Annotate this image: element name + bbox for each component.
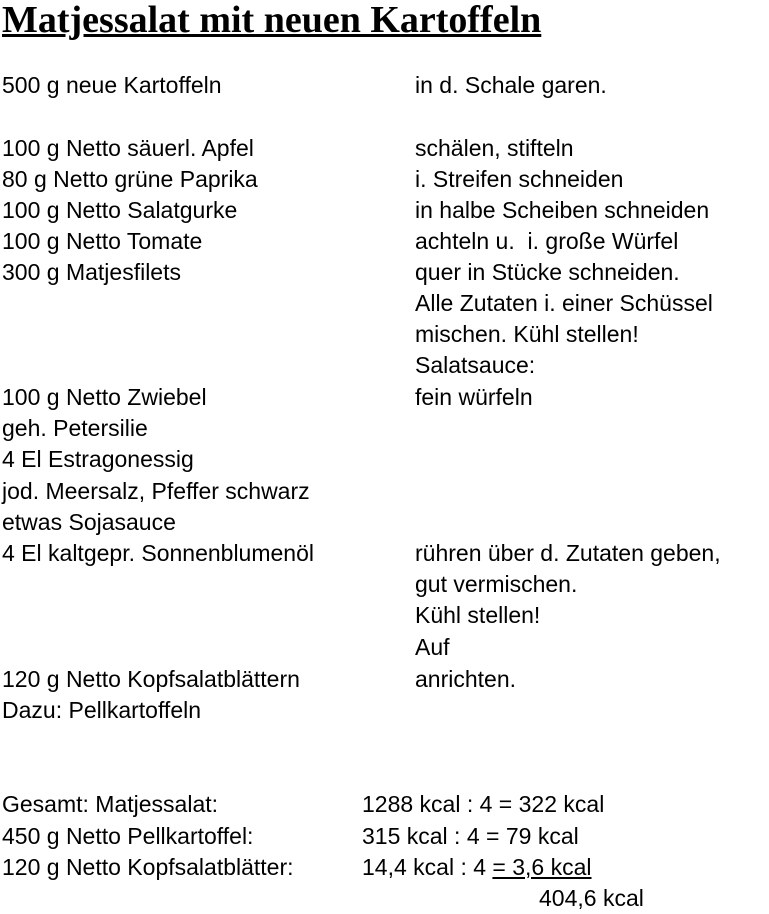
total-line	[0, 821, 769, 852]
instruction: anrichten.	[415, 666, 517, 692]
ingredient: etwas Sojasauce	[2, 509, 176, 535]
recipe-line	[0, 632, 769, 663]
recipe-line	[0, 507, 769, 538]
instruction: i. Streifen schneiden	[415, 166, 624, 192]
total-line	[0, 852, 769, 883]
recipe-title: Matjessalat mit neuen Kartoffeln	[2, 0, 542, 41]
recipe-line	[0, 476, 769, 507]
recipe-line	[0, 164, 769, 195]
recipe-line	[0, 70, 769, 101]
instruction: Alle Zutaten i. einer Schüssel	[415, 290, 713, 316]
ingredient: 120 g Netto Kopfsalatblättern	[2, 666, 300, 692]
recipe-line	[0, 133, 769, 164]
ingredient: 100 g Netto Zwiebel	[2, 384, 207, 410]
recipe-line	[0, 319, 769, 350]
ingredient: 100 g Netto Tomate	[2, 228, 203, 254]
ingredient: 4 El kaltgepr. Sonnenblumenöl	[2, 540, 314, 566]
total-calc: 1288 kcal : 4 = 322 kcal	[362, 791, 605, 817]
recipe-line	[0, 257, 769, 288]
instruction: fein würfeln	[415, 384, 533, 410]
recipe-line	[0, 350, 769, 381]
recipe-line	[0, 226, 769, 257]
instruction: Kühl stellen!	[415, 602, 541, 628]
recipe-line	[0, 569, 769, 600]
recipe-line	[0, 195, 769, 226]
ingredient: 300 g Matjesfilets	[2, 259, 181, 285]
instruction: rühren über d. Zutaten geben,	[415, 540, 721, 566]
instruction: achteln u. i. große Würfel	[415, 228, 679, 254]
grand-total-line	[0, 883, 769, 914]
total-calc	[362, 852, 592, 883]
instruction: in d. Schale garen.	[415, 72, 607, 98]
total-line	[0, 789, 769, 820]
ingredient: 4 El Estragonessig	[2, 446, 194, 472]
instruction: mischen. Kühl stellen!	[415, 321, 639, 347]
instruction: quer in Stücke schneiden.	[415, 259, 680, 285]
total-label: 120 g Netto Kopfsalatblätter:	[2, 854, 294, 880]
recipe-line	[0, 444, 769, 475]
recipe-line	[0, 600, 769, 631]
recipe-line	[0, 288, 769, 319]
ingredient: 100 g Netto Salatgurke	[2, 197, 238, 223]
ingredient: geh. Petersilie	[2, 415, 148, 441]
instruction: gut vermischen.	[415, 571, 578, 597]
ingredient: 100 g Netto säuerl. Apfel	[2, 135, 254, 161]
ingredient: Dazu: Pellkartoffeln	[2, 697, 202, 723]
recipe-line	[0, 413, 769, 444]
total-calc-prefix: 14,4 kcal : 4	[362, 854, 493, 880]
instruction: in halbe Scheiben schneiden	[415, 197, 710, 223]
ingredient: 500 g neue Kartoffeln	[2, 72, 222, 98]
recipe-line	[0, 695, 769, 726]
total-calc: 315 kcal : 4 = 79 kcal	[362, 823, 579, 849]
recipe-line	[0, 382, 769, 413]
total-label: 450 g Netto Pellkartoffel:	[2, 823, 254, 849]
instruction: Salatsauce:	[415, 352, 536, 378]
ingredient: 80 g Netto grüne Paprika	[2, 166, 258, 192]
ingredient: jod. Meersalz, Pfeffer schwarz	[2, 478, 310, 504]
total-calc-underlined: = 3,6 kcal	[492, 854, 592, 880]
instruction: schälen, stifteln	[415, 135, 574, 161]
total-label: Gesamt: Matjessalat:	[2, 791, 219, 817]
recipe-line	[0, 664, 769, 695]
recipe-line	[0, 538, 769, 569]
grand-total: 404,6 kcal	[539, 885, 644, 911]
instruction: Auf	[415, 634, 450, 660]
